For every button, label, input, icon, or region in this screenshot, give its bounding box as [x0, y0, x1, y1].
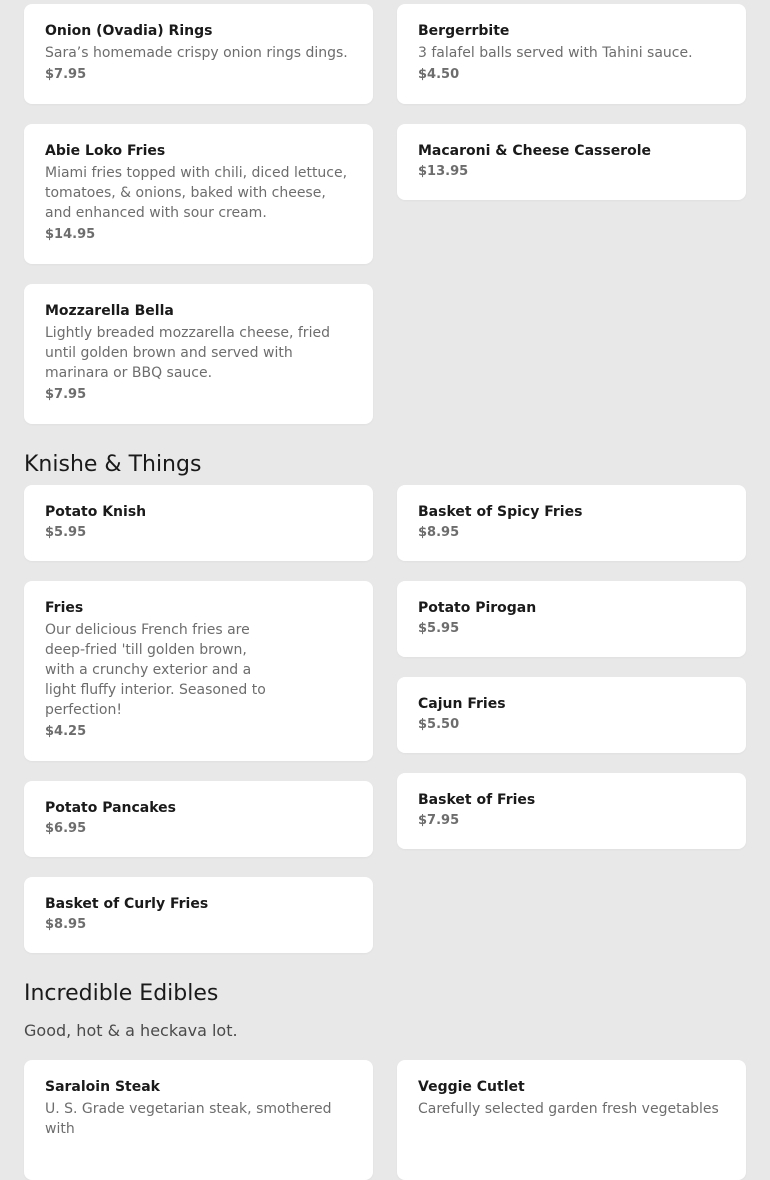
item-name: Macaroni & Cheese Casserole: [418, 143, 652, 159]
item-price: $6.95: [45, 821, 87, 836]
menu-item-card[interactable]: [24, 4, 373, 104]
item-description: Carefully selected garden fresh vegetables: [418, 1101, 719, 1117]
item-name: Potato Pirogan: [418, 600, 537, 616]
menu-item-card[interactable]: [397, 581, 746, 657]
item-name: Mozzarella Bella: [45, 303, 174, 319]
item-name: Basket of Spicy Fries: [418, 504, 583, 520]
item-description: Sara’s homemade crispy onion rings dings.: [45, 45, 348, 61]
item-price: $5.50: [418, 717, 460, 732]
section-title-edibles: Incredible Edibles: [24, 981, 219, 1006]
menu-item-card[interactable]: [397, 1060, 746, 1180]
item-price: $8.95: [418, 525, 460, 540]
menu-item-card[interactable]: [397, 124, 746, 200]
item-price: $8.95: [45, 917, 87, 932]
item-name: Potato Knish: [45, 504, 147, 520]
item-name: Veggie Cutlet: [418, 1079, 525, 1095]
item-name: Saraloin Steak: [45, 1079, 160, 1095]
item-name: Fries: [45, 600, 84, 616]
menu-item-card[interactable]: [397, 773, 746, 849]
menu-item-card[interactable]: [24, 284, 373, 424]
menu-item-card[interactable]: [397, 4, 746, 104]
item-name: Abie Loko Fries: [45, 143, 166, 159]
item-price: $7.95: [45, 67, 87, 82]
item-description: Lightly breaded mozzarella cheese, fried until golden brown and served with marinara or BBQ sauce.: [45, 325, 330, 381]
item-price: $4.25: [45, 724, 87, 739]
section-title-knishe: Knishe & Things: [24, 452, 202, 477]
item-description: Our delicious French fries are deep-fried 'till golden brown, with a crunchy exterior and a light fluffy interior. Seasoned to perfection!: [45, 622, 266, 718]
item-price: $7.95: [418, 813, 460, 828]
item-description: Miami fries topped with chili, diced lettuce, tomatoes, & onions, baked with cheese, and enhanced with sour cream.: [45, 165, 348, 221]
item-name: Potato Pancakes: [45, 800, 177, 816]
item-name: Basket of Fries: [418, 792, 536, 808]
menu-item-card[interactable]: [397, 485, 746, 561]
item-description: U. S. Grade vegetarian steak, smothered with: [45, 1101, 332, 1137]
menu-item-card[interactable]: [24, 1060, 373, 1180]
item-name: Basket of Curly Fries: [45, 896, 209, 912]
item-name: Onion (Ovadia) Rings: [45, 23, 213, 39]
menu-item-card[interactable]: [397, 677, 746, 753]
item-name: Bergerrbite: [418, 23, 510, 39]
menu-item-card[interactable]: [24, 581, 373, 761]
item-price: $4.50: [418, 67, 460, 82]
item-price: $5.95: [418, 621, 460, 636]
item-name: Cajun Fries: [418, 696, 506, 712]
menu-item-card[interactable]: [24, 485, 373, 561]
item-price: $13.95: [418, 164, 469, 179]
item-price: $7.95: [45, 387, 87, 402]
item-price: $14.95: [45, 227, 96, 242]
menu-item-card[interactable]: [24, 781, 373, 857]
item-price: $5.95: [45, 525, 87, 540]
item-description: 3 falafel balls served with Tahini sauce.: [418, 45, 693, 61]
menu-item-card[interactable]: [24, 124, 373, 264]
menu-item-card[interactable]: [24, 877, 373, 953]
section-subtitle: Good, hot & a heckava lot.: [24, 1021, 238, 1040]
